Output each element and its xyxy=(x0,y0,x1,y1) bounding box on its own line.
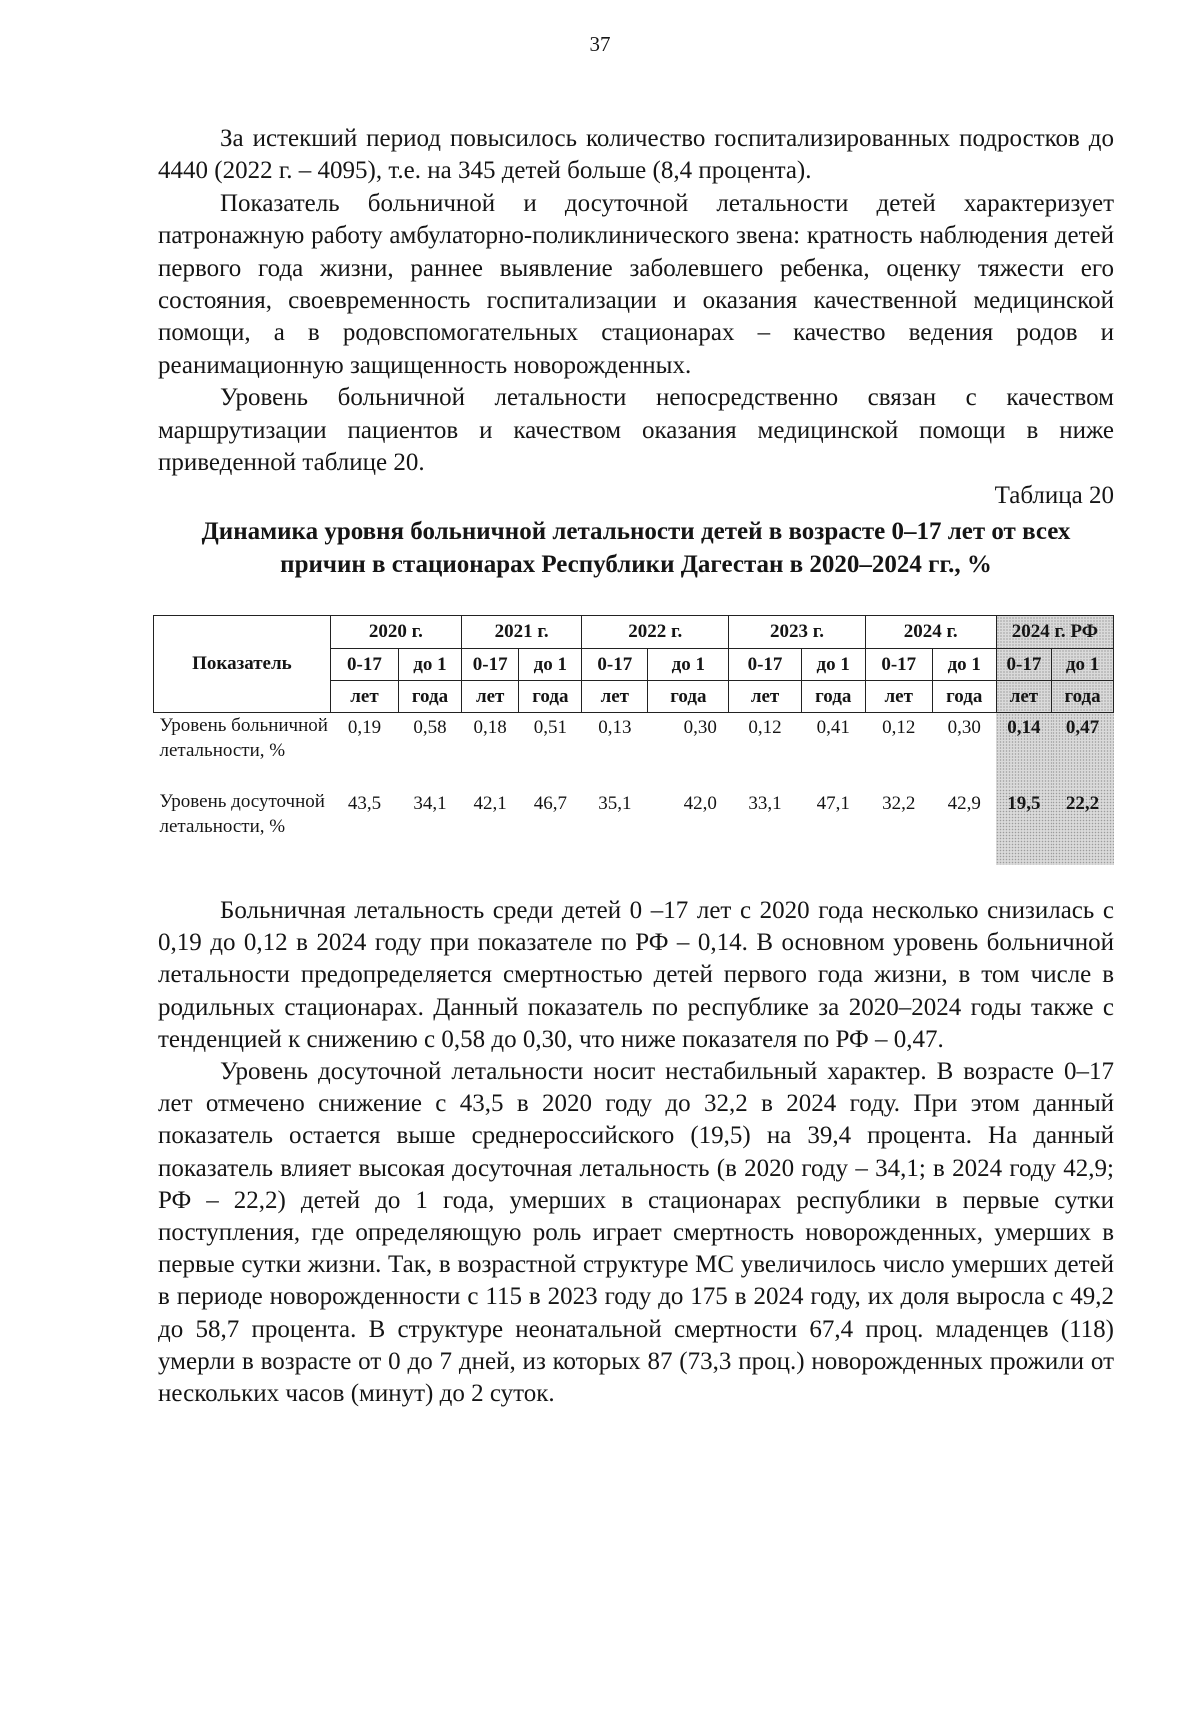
table-cell: 42,1 xyxy=(473,793,507,814)
table-cell: 0,30 xyxy=(947,717,981,738)
table-cell: 43,5 xyxy=(347,793,382,814)
year-header: 2021 г. xyxy=(461,616,581,649)
table-caption: Таблица 20 xyxy=(994,482,1114,509)
table-cell: 47,1 xyxy=(816,793,850,814)
age-unit-header: года xyxy=(932,681,996,713)
table-cell: 42,0 xyxy=(683,793,717,814)
table-cell: 0,58 xyxy=(413,717,447,738)
age-unit-header: лет xyxy=(865,681,932,713)
age-unit-header: года xyxy=(399,681,462,713)
age-unit-header: лет xyxy=(330,681,398,713)
age-header: 0-17 xyxy=(330,649,398,681)
indicator-header: Показатель xyxy=(154,616,331,713)
mortality-table xyxy=(153,615,1114,865)
age-header: 0-17 xyxy=(865,649,932,681)
analysis-text xyxy=(158,895,1114,1410)
table-row xyxy=(154,713,1114,790)
table-cell: 0,51 xyxy=(533,717,567,738)
year-header-rf: 2024 г. РФ xyxy=(996,616,1113,649)
age-unit-header: лет xyxy=(729,681,801,713)
age-header: до 1 xyxy=(932,649,996,681)
paragraph: Больничная летальность среди детей 0 –17 лет с 2020 года несколько снизилась с 0,19 до 0,12 в 2024 году при показателе по РФ – 0,14. В основном уровень больничной летальности предопределяется смертностью детей первого года жизни, в том числе в родильных стационарах. Данный показатель по республике за 2020–2024 годы также с тенденцией к снижению с 0,58 до 0,30, что ниже показателя по РФ – 0,47. xyxy=(158,897,1114,1053)
age-unit-header: лет xyxy=(461,681,519,713)
table-title: Динамика уровня больничной летальности детей в возрасте 0–17 лет от всех причин в стационарах Республики Дагестан в 2020–2024 гг., % xyxy=(201,518,1071,578)
paragraph: Показатель больничной и досуточной летальности детей характеризует патронажную работу амбулаторно-поликлинического звена: кратность наблюдения детей первого года жизни, раннее выявление заболевшего ребенка, оценку тяжести его состояния, своевременность госпитализации и оказания качественной медицинской помощи, а в родовспомогательных стационарах – качество ведения родов и реанимационную защищенность новорожденных. xyxy=(158,189,1114,379)
age-header: до 1 xyxy=(519,649,582,681)
table-cell: 0,12 xyxy=(748,717,782,738)
year-header: 2020 г. xyxy=(330,616,461,649)
paragraph: За истекший период повысилось количество госпитализированных подростков до 4440 (2022 г. – 4095), т.е. на 345 детей больше (8,4 процента). xyxy=(158,125,1114,185)
table-cell: 35,1 xyxy=(598,793,632,814)
age-unit-header: лет xyxy=(582,681,648,713)
age-header: 0-17 xyxy=(461,649,519,681)
table-cell: 0,13 xyxy=(598,717,632,738)
paragraph: Уровень досуточной летальности носит нестабильный характер. В возрасте 0–17 лет отмечено снижение с 43,5 в 2020 году до 32,2 в 2024 году. При этом данный показатель остается выше среднероссийского (19,5) на 39,4 процента. На данный показатель влияет высокая досуточная летальность (в 2020 году – 34,1; в 2024 году 42,9; РФ – 22,2) детей до 1 года, умерших в стационарах республики в первые сутки поступления, где определяющую роль играет смертность новорожденных, умерших в первые сутки жизни. Так, в возрастной структуре МС увеличилось число умерших детей в периоде новорожденности с 115 в 2023 году до 175 в 2024 году, их доля выросла с 49,2 до 58,7 процента. В структуре неонатальной смертности 67,4 проц. младенцев (118) умерли в возрасте от 0 до 7 дней, из которых 87 (73,3 проц.) новорожденных прожили от нескольких часов (минут) до 2 суток. xyxy=(158,1058,1114,1408)
table-cell: 0,18 xyxy=(473,717,507,738)
age-header: до 1 xyxy=(648,649,729,681)
table-cell-rf: 0,47 xyxy=(1052,713,1114,790)
year-header: 2024 г. xyxy=(865,616,996,649)
age-header: до 1 xyxy=(399,649,462,681)
table-cell: 34,1 xyxy=(413,793,447,814)
row-label: Уровень досуточной летальности, % xyxy=(159,791,325,837)
table-cell: 0,12 xyxy=(882,717,916,738)
year-header: 2023 г. xyxy=(729,616,865,649)
table-row xyxy=(154,789,1114,865)
table-cell: 42,9 xyxy=(947,793,981,814)
table-cell: 46,7 xyxy=(533,793,567,814)
paragraph: Уровень больничной летальности непосредственно связан с качеством маршрутизации пациентов и качеством оказания медицинской помощи в ниже приведенной таблице 20. xyxy=(158,384,1114,477)
age-unit-header: года xyxy=(1052,681,1114,713)
age-unit-header: года xyxy=(801,681,865,713)
intro-text xyxy=(158,123,1114,479)
age-header: до 1 xyxy=(1052,649,1114,681)
table-cell-rf: 22,2 xyxy=(1052,789,1114,865)
table-cell: 32,2 xyxy=(882,793,916,814)
table-cell: 0,30 xyxy=(683,717,717,738)
row-label: Уровень больничной летальности, % xyxy=(159,715,328,761)
age-header: до 1 xyxy=(801,649,865,681)
page-number: 37 xyxy=(589,32,611,56)
age-unit-header: лет xyxy=(996,681,1051,713)
table-cell: 0,19 xyxy=(347,717,382,738)
table-cell-rf: 19,5 xyxy=(996,789,1051,865)
age-unit-header: года xyxy=(519,681,582,713)
table-cell: 33,1 xyxy=(748,793,782,814)
age-header: 0-17 xyxy=(996,649,1051,681)
age-header: 0-17 xyxy=(582,649,648,681)
age-unit-header: года xyxy=(648,681,729,713)
table-cell-rf: 0,14 xyxy=(996,713,1051,790)
year-header: 2022 г. xyxy=(582,616,729,649)
age-header: 0-17 xyxy=(729,649,801,681)
table-cell: 0,41 xyxy=(816,717,850,738)
